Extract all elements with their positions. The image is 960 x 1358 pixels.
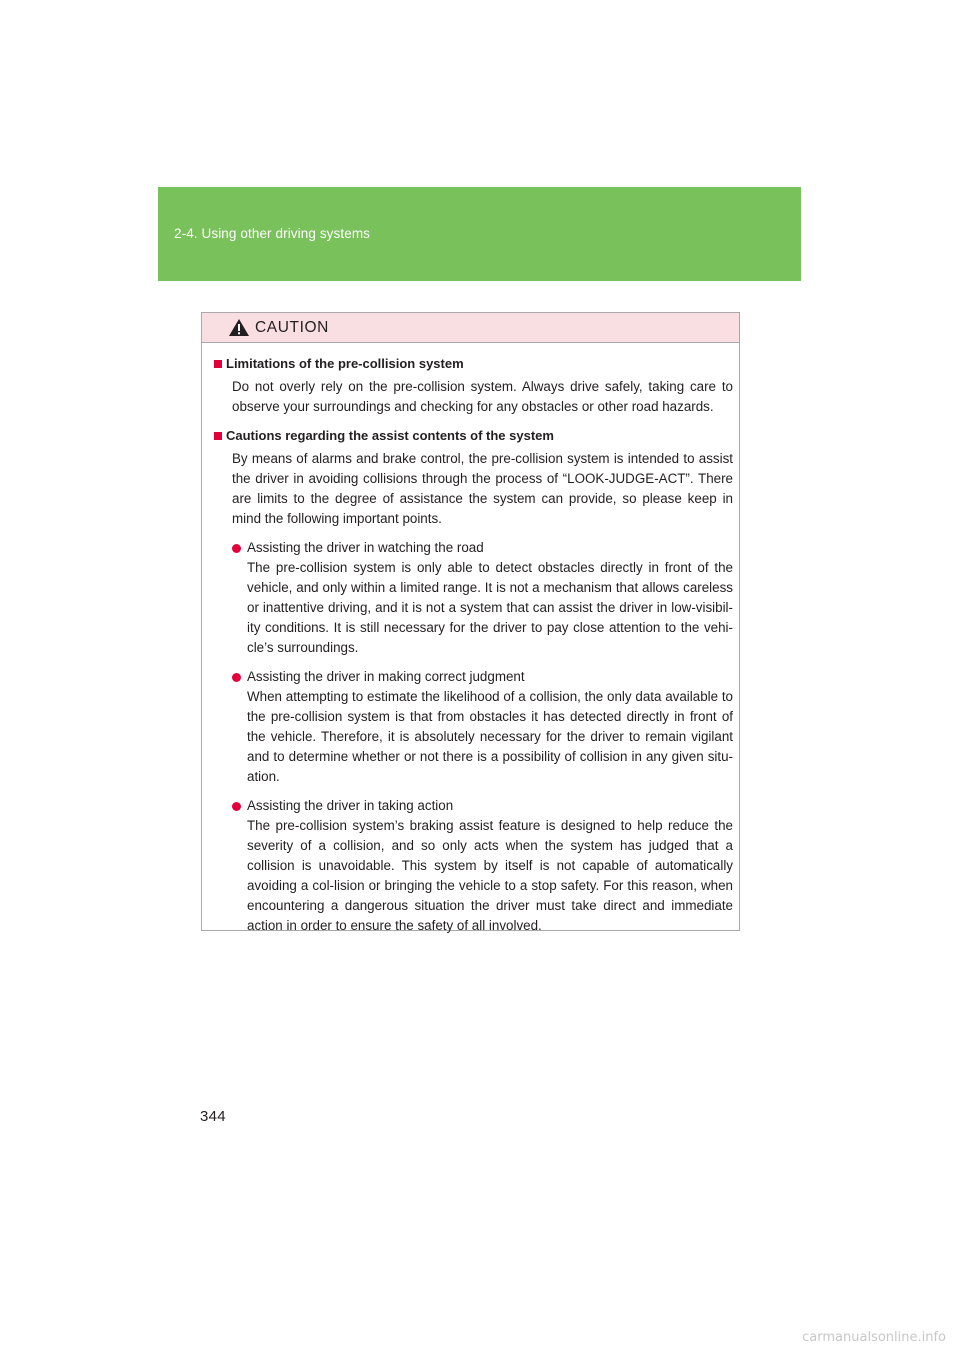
square-bullet-icon [214,432,222,440]
list-item [232,667,733,787]
caution-box [201,312,740,931]
caution-title: CAUTION [255,318,329,336]
section-heading [214,354,733,374]
caution-header [202,313,739,343]
caution-title-group [228,318,329,337]
section-heading [214,426,733,446]
section-title: 2-4. Using other driving systems [174,226,371,241]
circle-bullet-icon [232,802,241,811]
list-item-title: Assisting the driver in making correct judgment [247,669,525,684]
list-item-title: Assisting the driver in taking action [247,798,454,813]
list-item-text: When attempting to estimate the likelihood of a collision, the only data available to the pre-collision system is that from obstacles it has detected directly in front of the vehicle. Therefore, it is absolutely necessary for the driver to remain vigilant and to determine whether or not there is a possibility of collision in any given situ-ation. [247,689,733,784]
circle-bullet-icon [232,673,241,682]
section-paragraph: By means of alarms and brake control, the pre-collision system is intended to assist the driver in avoiding collisions through the process of “LOOK-JUDGE-ACT”. There are limits to the degree of assistance the system can provide, so please keep in mind the following important points. [232,451,733,526]
section-heading-text: Limitations of the pre-collision system [226,356,464,371]
list-item-title: Assisting the driver in watching the road [247,540,484,555]
warning-triangle-icon [228,318,250,337]
section-paragraph: Do not overly rely on the pre-collision system. Always drive safely, taking care to observe your surroundings and checking for any obstacles or other road hazards. [232,379,733,414]
list-item-text: The pre-collision system’s braking assist feature is designed to help reduce the severity of a collision, and so only acts when the system has judged that a collision is unavoidable. This system by itself is not capable of automatically avoiding a col-lision or bringing the vehicle to a stop safety. For this reason, when encountering a dangerous situation the driver must take direct and immediate action in order to ensure the safety of all involved. [247,818,733,933]
chapter-header-band [158,187,801,281]
page-number: 344 [200,1108,226,1125]
list-item [232,538,733,658]
caution-body [202,343,739,936]
list-item-content [247,796,733,936]
list-item-text: The pre-collision system is only able to detect obstacles directly in front of the vehicle, and only within a limited range. It is not a mechanism that allows careless or inattentive driving, and it is not a system that can assist the driver in low-visibil-ity conditions. It is still necessary for the driver to pay close attention to the vehi-cle’s surroundings. [247,560,733,655]
watermark: carmanualsonline.info [802,1330,946,1345]
list-item-content [247,538,733,658]
list-item-content [247,667,733,787]
section-heading-text: Cautions regarding the assist contents of the system [226,428,554,443]
circle-bullet-icon [232,544,241,553]
list-item [232,796,733,936]
square-bullet-icon [214,360,222,368]
